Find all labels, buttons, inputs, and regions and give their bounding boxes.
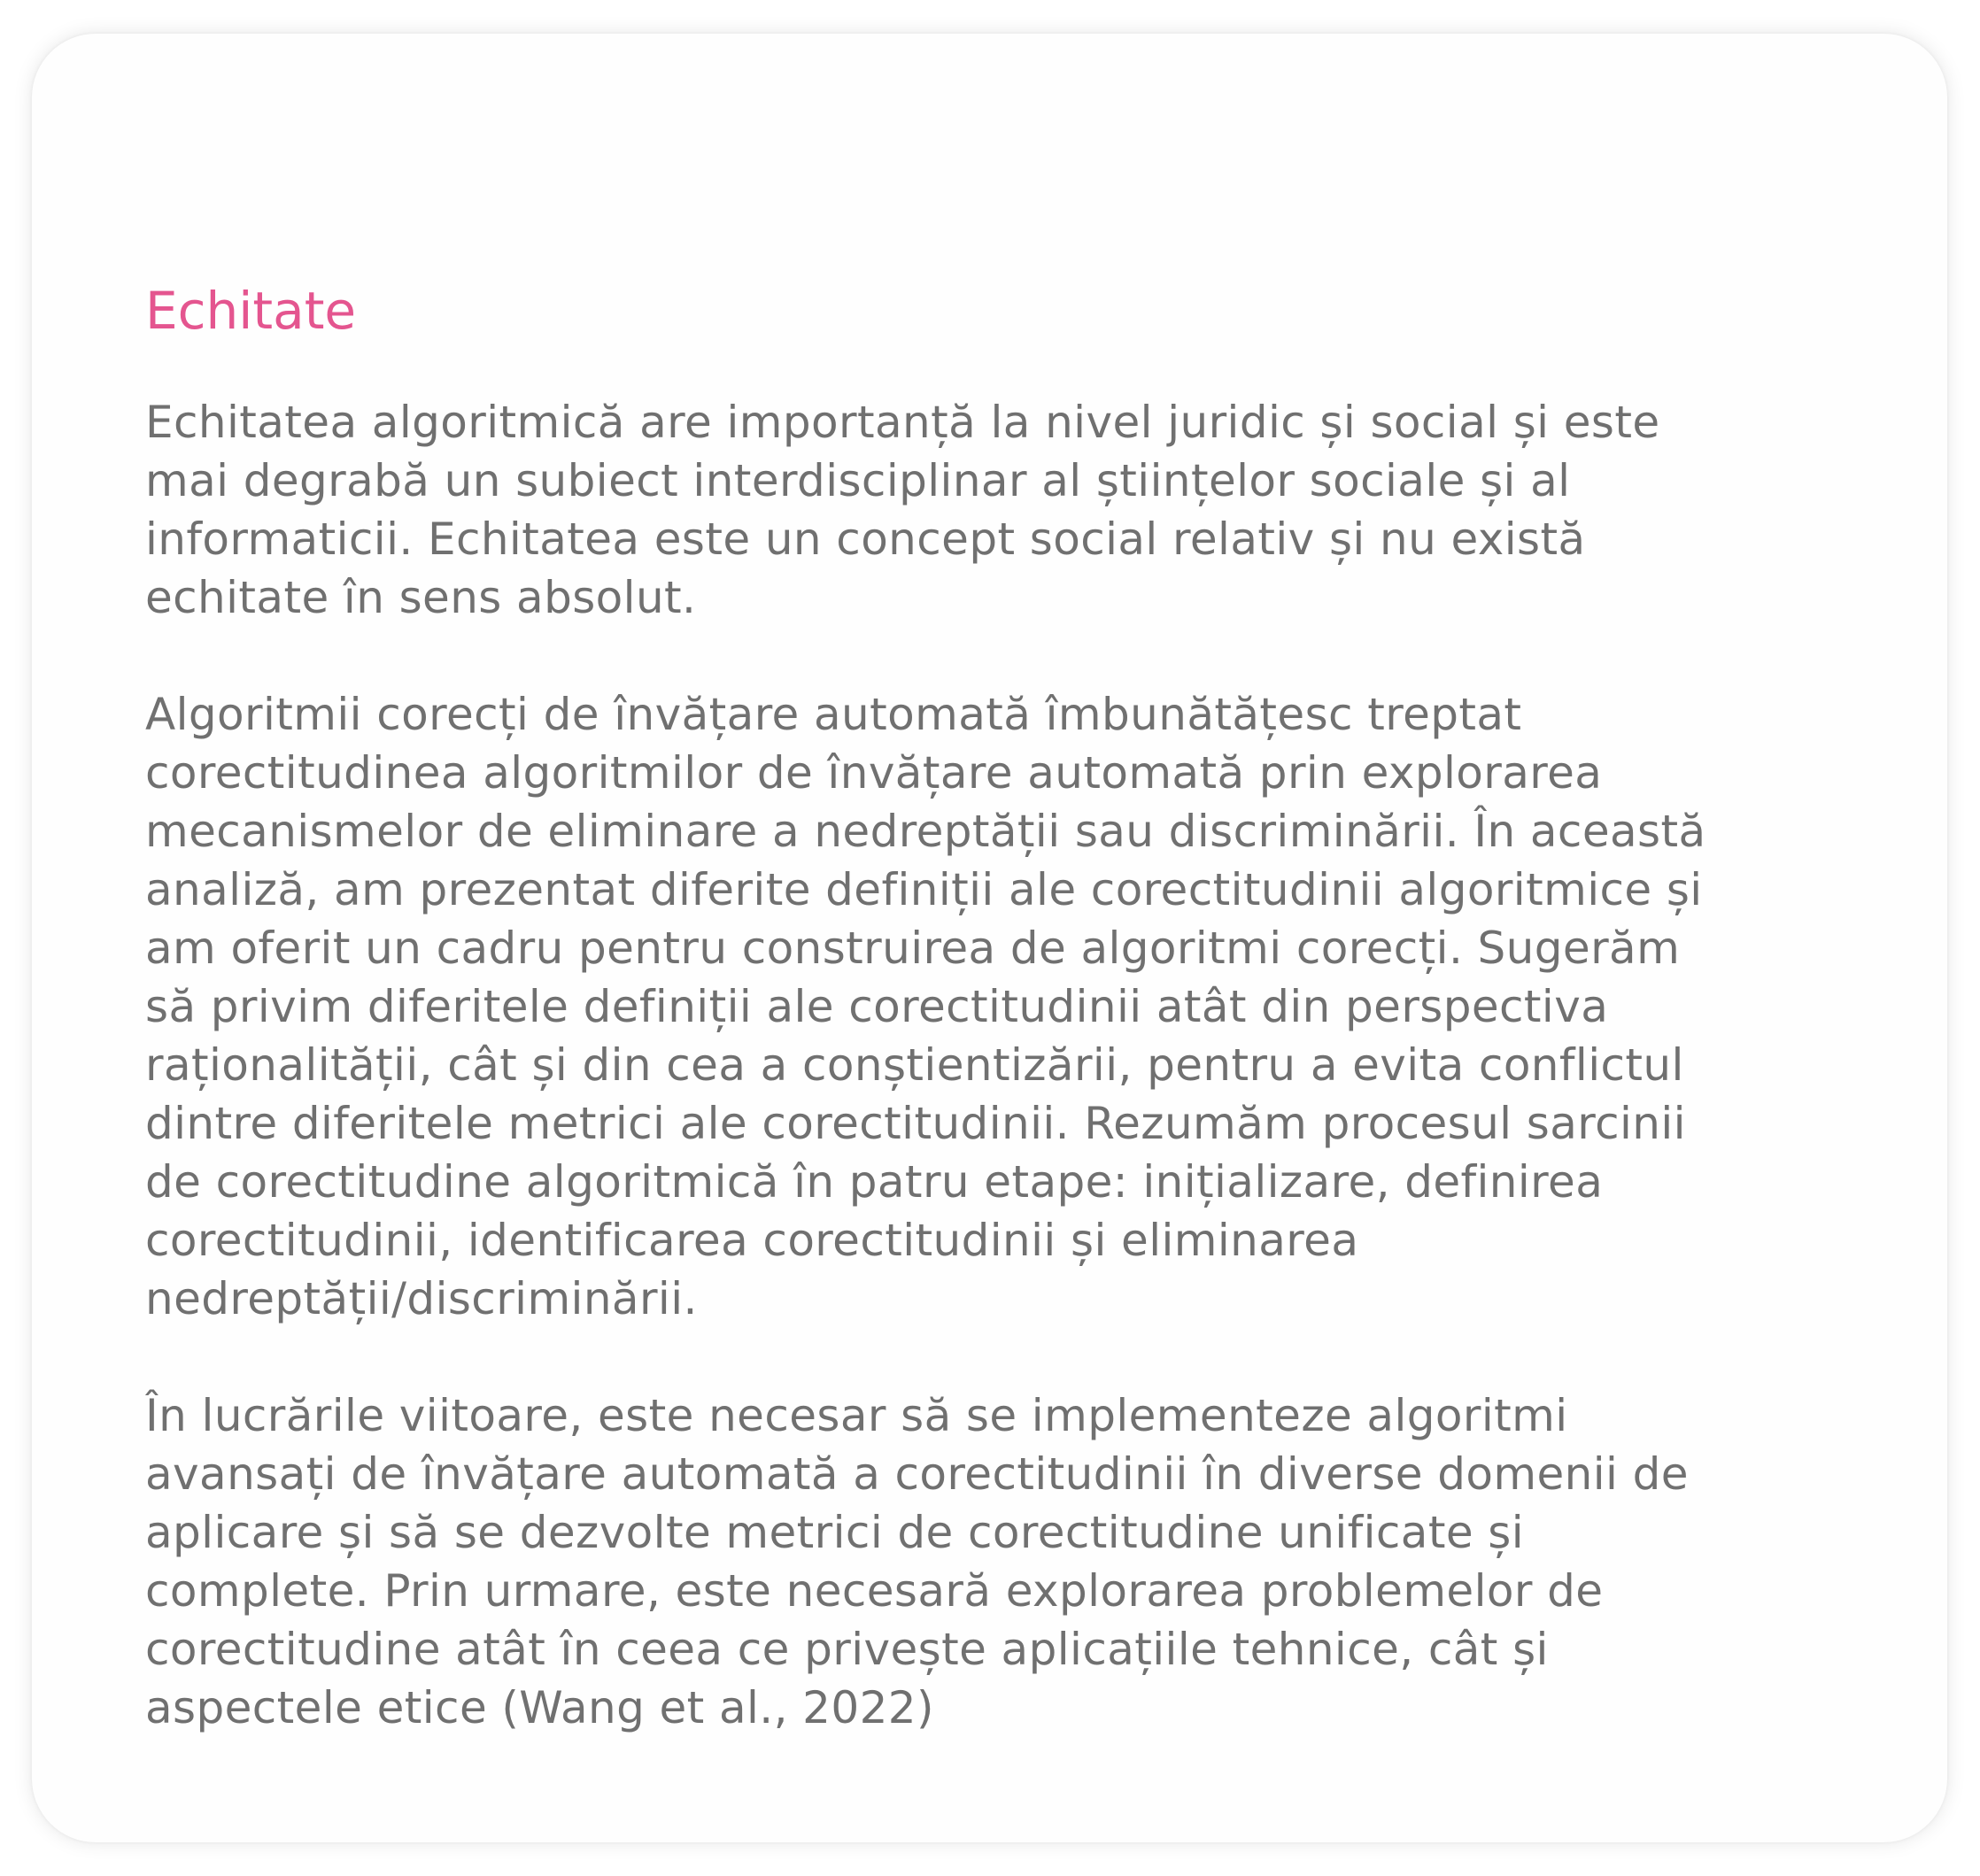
text-line: corectitudinea algoritmilor de învățare automată prin explorarea	[145, 747, 1603, 799]
text-line: mecanismelor de eliminare a nedreptății sau discriminării. În această	[145, 806, 1706, 857]
text-line: aplicare și să se dezvolte metrici de corectitudine unificate și	[145, 1507, 1525, 1558]
text-line: complete. Prin urmare, este necesară explorarea problemelor de	[145, 1565, 1604, 1617]
text-line: avansați de învățare automată a corectitudinii în diverse domenii de	[145, 1448, 1689, 1500]
section-title: Echitate	[145, 281, 357, 341]
article-body	[145, 274, 1881, 1737]
paragraph-future-work	[145, 1386, 1881, 1737]
text-line: corectitudine atât în ceea ce privește aplicațiile tehnice, cât și	[145, 1624, 1549, 1675]
text-line: corectitudinii, identificarea corectitudinii și eliminarea	[145, 1215, 1359, 1266]
paragraph-intro	[145, 393, 1881, 627]
content-card	[32, 34, 1947, 1842]
text-line: mai degrabă un subiect interdisciplinar al științelor sociale și al	[145, 455, 1571, 506]
text-line: În lucrările viitoare, este necesar să se implementeze algoritmi	[145, 1390, 1568, 1441]
text-line: echitate în sens absolut.	[145, 572, 697, 623]
text-line: Algoritmii corecți de învățare automată îmbunătățesc treptat	[145, 689, 1522, 740]
paragraph-algorithms	[145, 685, 1881, 1328]
text-line: aspectele etice (Wang et al., 2022)	[145, 1682, 934, 1733]
text-line: de corectitudine algoritmică în patru etape: inițializare, definirea	[145, 1156, 1604, 1208]
text-line: nedreptății/discriminării.	[145, 1273, 698, 1324]
text-line: Echitatea algoritmică are importanță la nivel juridic și social și este	[145, 397, 1660, 448]
text-line: raționalității, cât și din cea a conștientizării, pentru a evita conflictul	[145, 1039, 1684, 1091]
text-line: analiză, am prezentat diferite definiții ale corectitudinii algoritmice și	[145, 864, 1703, 915]
text-line: dintre diferitele metrici ale corectitudinii. Rezumăm procesul sarcinii	[145, 1098, 1686, 1149]
text-line: să privim diferitele definiții ale corectitudinii atât din perspectiva	[145, 981, 1609, 1032]
text-line: am oferit un cadru pentru construirea de algoritmi corecți. Sugerăm	[145, 923, 1681, 974]
text-line: informaticii. Echitatea este un concept social relativ și nu există	[145, 513, 1586, 565]
